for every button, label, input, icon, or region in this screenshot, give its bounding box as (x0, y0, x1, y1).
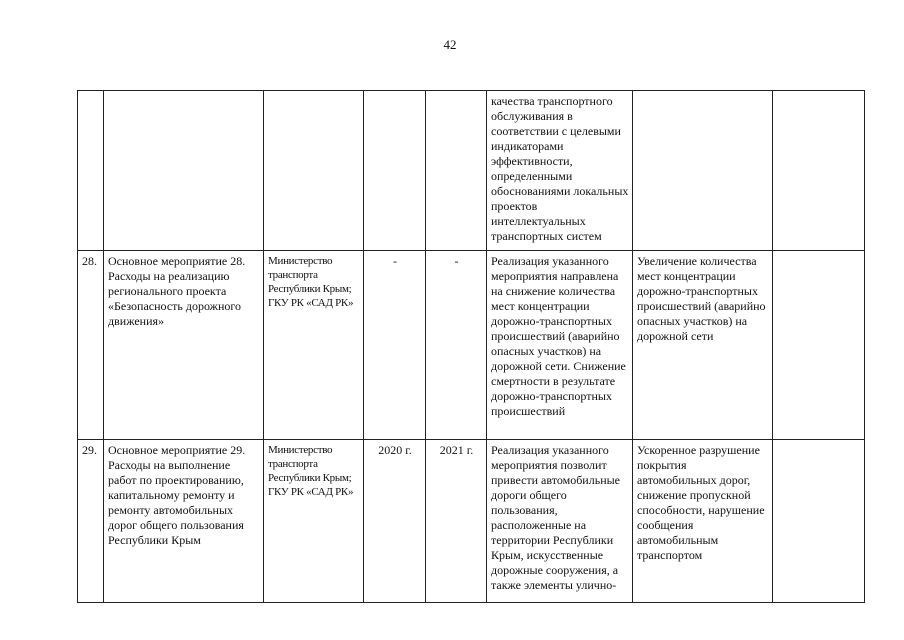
responsible-cell (264, 91, 364, 251)
page-number: 42 (443, 37, 457, 52)
consequence-cell: Ускоренное разрушение покрытия автомобильных дорог, снижение пропускной способности, нарушение сообщения автомобильным транспортом (633, 440, 773, 603)
start-year-cell: - (364, 251, 426, 440)
expected-result-cell: Реализация указанного мероприятия направлена на снижение количества мест концентрации дорожно-транспортных происшествий (аварийно опасных участков) на дорожной сети. Снижение смертности в результате дорожно-транспортных происшествий (487, 251, 633, 440)
link-cell (773, 251, 865, 440)
table-row (78, 440, 865, 603)
end-year-cell: - (426, 251, 487, 440)
start-year-cell: 2020 г. (364, 440, 426, 603)
responsible-cell: Министерство транспорта Республики Крым; ГКУ РК «САД РК» (264, 251, 364, 440)
end-year-cell: 2021 г. (426, 440, 487, 603)
measure-name-cell: Основное мероприятие 28. Расходы на реализацию регионального проекта «Безопасность дорожного движения» (104, 251, 264, 440)
end-year-cell (426, 91, 487, 251)
consequence-cell (633, 91, 773, 251)
row-number-cell: 29. (78, 440, 104, 603)
measures-table (77, 90, 865, 603)
table-row (78, 251, 865, 440)
row-number-cell: 28. (78, 251, 104, 440)
measure-name-cell (104, 91, 264, 251)
link-cell (773, 91, 865, 251)
expected-result-cell: качества транспортного обслуживания в соответствии с целевыми индикаторами эффективности, определенными обоснованиями локальных проектов интеллектуальных транспортных систем (487, 91, 633, 251)
expected-result-cell: Реализация указанного мероприятия позволит привести автомобильные дороги общего пользования, расположенные на территории Республики Крым, искусственные дорожные сооружения, а также элементы улично- (487, 440, 633, 603)
table-row (78, 91, 865, 251)
responsible-cell: Министерство транспорта Республики Крым; ГКУ РК «САД РК» (264, 440, 364, 603)
consequence-cell: Увеличение количества мест концентрации дорожно-транспортных происшествий (аварийно опасных участков) на дорожной сети (633, 251, 773, 440)
start-year-cell (364, 91, 426, 251)
link-cell (773, 440, 865, 603)
row-number-cell (78, 91, 104, 251)
measure-name-cell: Основное мероприятие 29. Расходы на выполнение работ по проектированию, капитальному ремонту и ремонту автомобильных дорог общего пользования Республики Крым (104, 440, 264, 603)
